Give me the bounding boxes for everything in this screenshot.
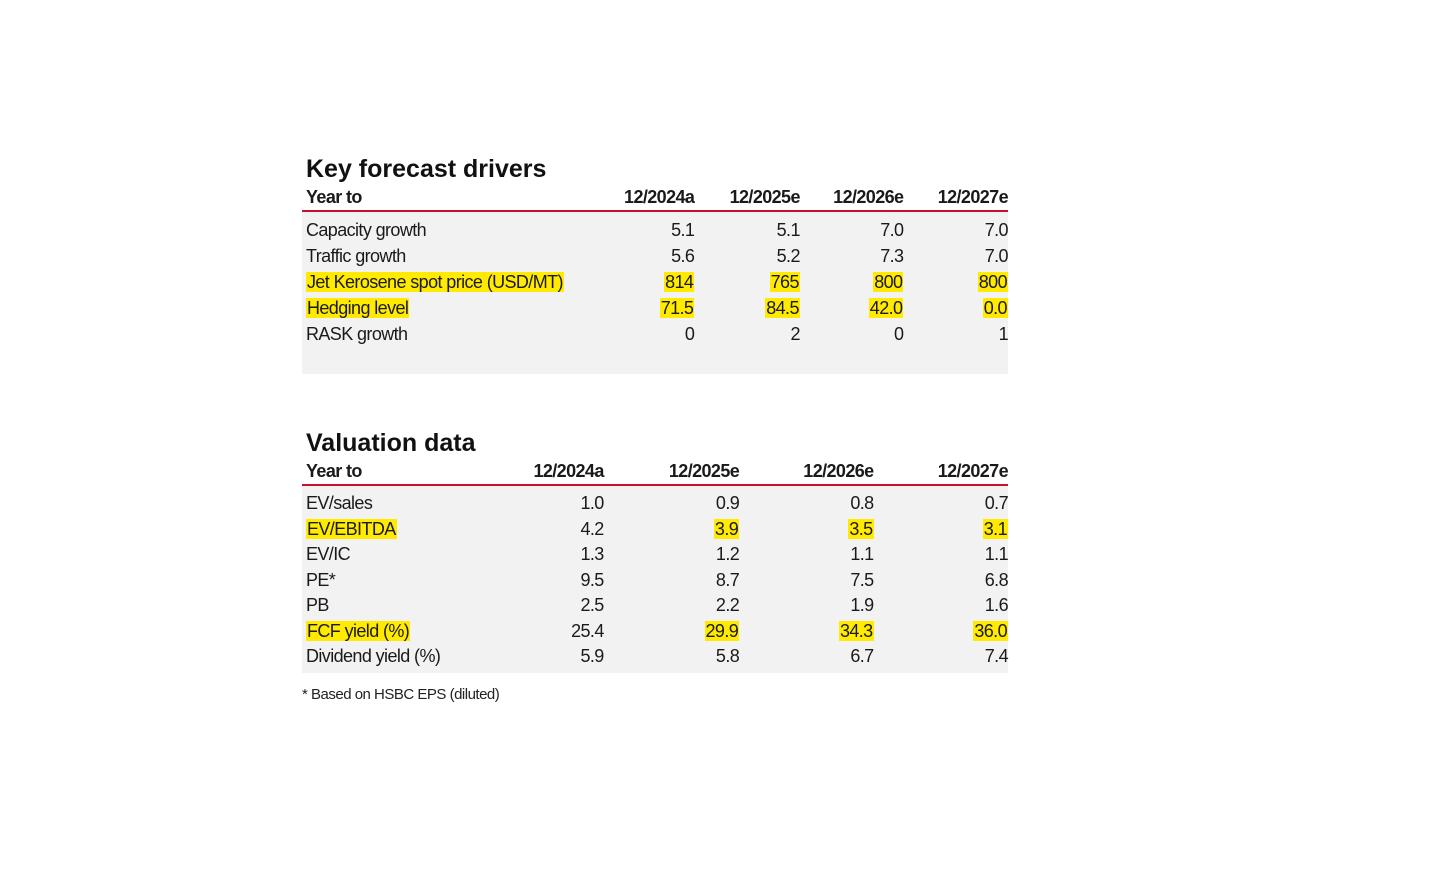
row-value-text: 1.3 bbox=[580, 544, 604, 565]
row-label bbox=[302, 646, 505, 667]
row-value-text: 0.7 bbox=[984, 493, 1008, 514]
row-value-text: 71.5 bbox=[660, 297, 694, 318]
row-label-text: Hedging level bbox=[307, 297, 409, 318]
row-value bbox=[505, 493, 604, 514]
row-value-text: 0.9 bbox=[715, 493, 740, 514]
row-value-text: 5.2 bbox=[776, 245, 800, 266]
row-value-text: 2 bbox=[790, 323, 800, 344]
row-value bbox=[800, 298, 904, 319]
row-label bbox=[302, 220, 597, 241]
row-label-text: EV/EBITDA bbox=[307, 518, 396, 539]
row-value-text: 8.7 bbox=[715, 569, 740, 590]
row-value bbox=[604, 544, 739, 565]
row-value-text: 800 bbox=[874, 271, 903, 292]
forecast-header-2025e: 12/2025e bbox=[729, 187, 800, 207]
row-value-text: 0.0 bbox=[983, 297, 1007, 318]
valuation-header-row bbox=[302, 458, 1008, 486]
row-value-text: 34.3 bbox=[839, 620, 873, 641]
row-value-text: 800 bbox=[978, 271, 1007, 292]
row-value-text: 7.0 bbox=[984, 219, 1008, 240]
row-label bbox=[302, 519, 505, 540]
row-value-text: 1.1 bbox=[984, 544, 1008, 565]
row-value bbox=[604, 621, 739, 642]
table-row bbox=[302, 295, 1008, 321]
row-label bbox=[302, 324, 597, 345]
row-label bbox=[302, 621, 505, 642]
row-value-text: 7.0 bbox=[984, 245, 1008, 266]
row-value-text: 36.0 bbox=[974, 620, 1007, 641]
row-value bbox=[874, 595, 1008, 616]
row-value-text: 1.2 bbox=[715, 544, 740, 565]
row-value-text: 5.1 bbox=[671, 219, 695, 240]
row-label-text: RASK growth bbox=[306, 323, 408, 344]
row-value-text: 0 bbox=[684, 323, 695, 344]
row-value bbox=[694, 298, 800, 319]
row-label-text: EV/IC bbox=[306, 544, 351, 565]
row-value bbox=[903, 220, 1008, 241]
row-value bbox=[874, 544, 1008, 565]
row-value bbox=[597, 246, 695, 267]
table-row bbox=[302, 619, 1008, 645]
table-row bbox=[302, 542, 1008, 568]
row-value bbox=[739, 544, 873, 565]
row-value bbox=[694, 246, 800, 267]
row-value bbox=[505, 621, 604, 642]
row-value bbox=[604, 519, 739, 540]
row-value bbox=[874, 493, 1008, 514]
row-value bbox=[739, 595, 873, 616]
table-row bbox=[302, 491, 1008, 517]
row-value bbox=[597, 298, 695, 319]
row-label bbox=[302, 493, 505, 514]
row-value-text: 814 bbox=[665, 271, 694, 292]
row-value bbox=[694, 220, 800, 241]
row-value-text: 7.0 bbox=[880, 219, 904, 240]
row-label bbox=[302, 544, 505, 565]
row-value bbox=[505, 646, 604, 667]
row-value bbox=[739, 493, 873, 514]
valuation-header-2026e: 12/2026e bbox=[803, 461, 874, 481]
row-value bbox=[903, 324, 1008, 345]
row-value bbox=[739, 570, 873, 591]
row-value-text: 3.9 bbox=[714, 518, 739, 539]
table-row bbox=[302, 243, 1008, 269]
row-value bbox=[800, 324, 904, 345]
row-value bbox=[694, 324, 800, 345]
row-label bbox=[302, 595, 505, 616]
row-value bbox=[505, 519, 604, 540]
row-value bbox=[597, 324, 695, 345]
row-value-text: 3.5 bbox=[849, 518, 873, 539]
forecast-table-body bbox=[302, 212, 1008, 374]
row-value bbox=[903, 272, 1008, 293]
forecast-header-2024a: 12/2024a bbox=[624, 187, 695, 207]
row-label bbox=[302, 246, 597, 267]
row-value-text: 3.1 bbox=[983, 518, 1007, 539]
row-value-text: 29.9 bbox=[705, 620, 739, 641]
row-value-text: 7.5 bbox=[850, 569, 874, 590]
row-value bbox=[604, 595, 739, 616]
valuation-header-2024a: 12/2024a bbox=[533, 461, 604, 481]
valuation-header-2027e: 12/2027e bbox=[937, 461, 1008, 481]
row-value bbox=[739, 646, 873, 667]
row-value-text: 5.9 bbox=[580, 646, 604, 667]
row-value bbox=[505, 544, 604, 565]
row-value bbox=[604, 646, 739, 667]
row-value bbox=[694, 272, 800, 293]
row-label-text: Capacity growth bbox=[306, 219, 427, 240]
row-value-text: 1.6 bbox=[984, 595, 1008, 616]
valuation-header-year-to: Year to bbox=[306, 461, 362, 481]
row-label-text: Jet Kerosene spot price (USD/MT) bbox=[307, 271, 563, 292]
valuation-title: Valuation data bbox=[306, 429, 476, 457]
row-value-text: 2.5 bbox=[580, 595, 604, 616]
row-value-text: 84.5 bbox=[766, 297, 799, 318]
row-value-text: 9.5 bbox=[580, 569, 604, 590]
row-value-text: 6.7 bbox=[850, 646, 874, 667]
row-label-text: Traffic growth bbox=[306, 245, 406, 266]
row-value bbox=[739, 621, 873, 642]
row-label-text: FCF yield (%) bbox=[307, 620, 410, 641]
valuation-data-section bbox=[302, 428, 1008, 673]
valuation-footnote: * Based on HSBC EPS (diluted) bbox=[302, 686, 500, 703]
row-label-text: EV/sales bbox=[306, 493, 373, 514]
row-value-text: 1.1 bbox=[850, 544, 874, 565]
row-value bbox=[800, 272, 904, 293]
row-value-text: 1.0 bbox=[580, 493, 604, 514]
row-value bbox=[505, 570, 604, 591]
forecast-title: Key forecast drivers bbox=[306, 155, 547, 183]
row-label bbox=[302, 298, 597, 319]
row-value-text: 2.2 bbox=[715, 595, 740, 616]
row-value-text: 5.1 bbox=[776, 219, 800, 240]
row-value bbox=[874, 519, 1008, 540]
row-label bbox=[302, 570, 505, 591]
row-value bbox=[903, 298, 1008, 319]
row-value-text: 4.2 bbox=[580, 518, 604, 539]
table-row bbox=[302, 517, 1008, 543]
row-value-text: 42.0 bbox=[869, 297, 903, 318]
row-value bbox=[604, 570, 739, 591]
row-value bbox=[874, 621, 1008, 642]
row-value-text: 5.8 bbox=[715, 646, 740, 667]
row-value bbox=[505, 595, 604, 616]
row-value bbox=[800, 220, 904, 241]
row-value-text: 0 bbox=[894, 323, 904, 344]
row-label-text: PE* bbox=[306, 569, 336, 590]
row-label-text: Dividend yield (%) bbox=[306, 646, 441, 667]
row-value-text: 0.8 bbox=[850, 493, 874, 514]
row-value-text: 1.9 bbox=[850, 595, 874, 616]
table-row bbox=[302, 217, 1008, 243]
row-label-text: PB bbox=[306, 595, 329, 616]
row-value bbox=[597, 220, 695, 241]
table-row bbox=[302, 321, 1008, 347]
forecast-drivers-section bbox=[302, 154, 1008, 374]
table-row bbox=[302, 593, 1008, 619]
table-row bbox=[302, 644, 1008, 670]
row-value bbox=[903, 246, 1008, 267]
row-value bbox=[874, 570, 1008, 591]
row-value bbox=[739, 519, 873, 540]
table-row bbox=[302, 568, 1008, 594]
forecast-header-year-to: Year to bbox=[306, 187, 362, 207]
forecast-header-row bbox=[302, 184, 1008, 212]
forecast-header-2026e: 12/2026e bbox=[833, 187, 904, 207]
row-value bbox=[604, 493, 739, 514]
valuation-table-body bbox=[302, 486, 1008, 673]
row-value-text: 765 bbox=[770, 271, 799, 292]
valuation-header-2025e: 12/2025e bbox=[668, 461, 740, 481]
row-value-text: 25.4 bbox=[571, 620, 604, 641]
row-value bbox=[800, 246, 904, 267]
row-value bbox=[597, 272, 695, 293]
row-value-text: 6.8 bbox=[984, 569, 1008, 590]
row-value-text: 7.3 bbox=[880, 245, 904, 266]
row-value bbox=[874, 646, 1008, 667]
row-value-text: 5.6 bbox=[671, 245, 695, 266]
forecast-header-2027e: 12/2027e bbox=[937, 187, 1008, 207]
row-value-text: 7.4 bbox=[984, 646, 1008, 667]
table-row bbox=[302, 269, 1008, 295]
row-label bbox=[302, 272, 597, 293]
row-value-text: 1 bbox=[998, 323, 1008, 344]
